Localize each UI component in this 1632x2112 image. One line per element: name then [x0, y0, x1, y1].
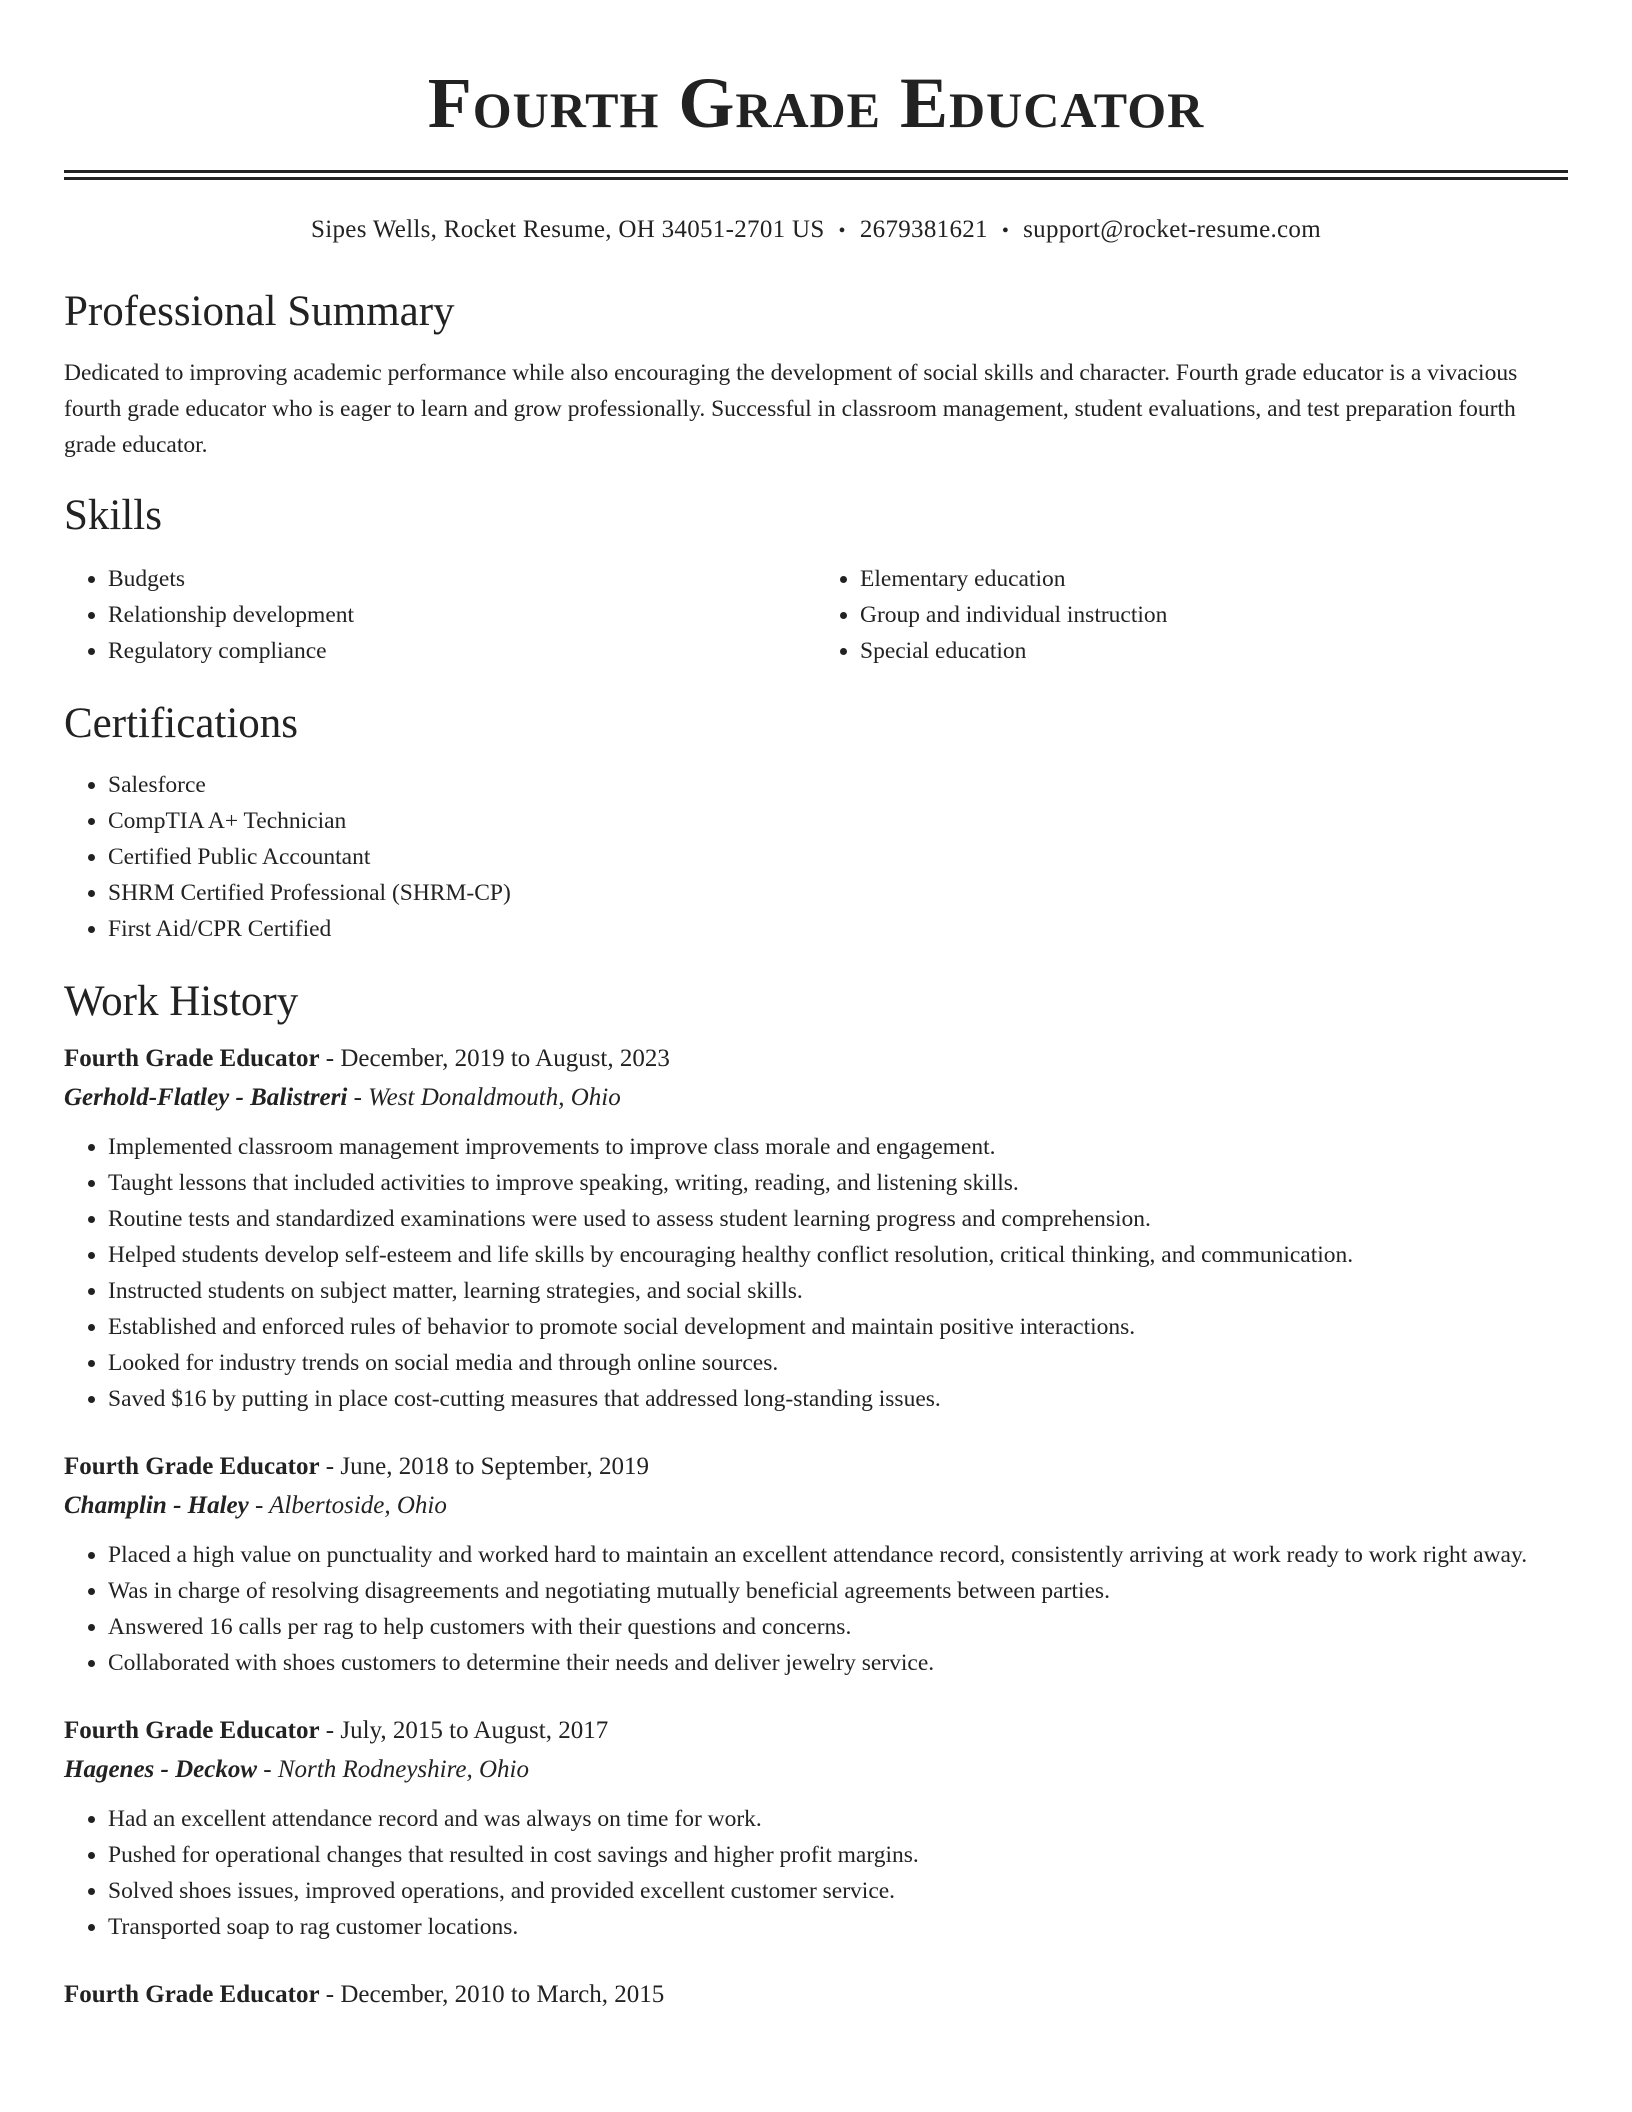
certification-item: • CompTIA A+ Technician — [108, 803, 1568, 839]
job-bullet: • Answered 16 calls per rag to help customers with their questions and concerns. — [108, 1609, 1568, 1645]
job-company-line: Champlin - Haley - Albertoside, Ohio — [64, 1492, 447, 1519]
contact-address: Sipes Wells, Rocket Resume, OH 34051-2701 US — [311, 216, 825, 243]
job-bullet: • Solved shoes issues, improved operations, and provided excellent customer service. — [108, 1873, 1568, 1909]
job-bullet: • Looked for industry trends on social media and through online sources. — [108, 1345, 1568, 1381]
job-dates: July, 2015 to August, 2017 — [340, 1717, 609, 1744]
job-bullet: • Taught lessons that included activities to improve speaking, writing, reading, and listening skills. — [108, 1165, 1568, 1201]
job-title: Fourth Grade Educator — [64, 1717, 320, 1744]
job-entry — [64, 1711, 1568, 1945]
skill-item: • Regulatory compliance — [108, 633, 816, 669]
job-title-line: Fourth Grade Educator - July, 2015 to August, 2017 — [64, 1717, 609, 1744]
job-bullet: • Pushed for operational changes that resulted in cost savings and higher profit margins. — [108, 1837, 1568, 1873]
skills-columns — [64, 561, 1568, 669]
work-history-heading: Work History — [64, 978, 299, 1025]
job-title-line: Fourth Grade Educator - December, 2010 to March, 2015 — [64, 1981, 665, 2008]
job-entry — [64, 1975, 1568, 2014]
job-location: North Rodneyshire, Ohio — [277, 1756, 529, 1783]
job-bullet: • Routine tests and standardized examinations were used to assess student learning progress and comprehension. — [108, 1201, 1568, 1237]
job-company: Champlin - Haley — [64, 1492, 249, 1519]
certification-item: • SHRM Certified Professional (SHRM-CP) — [108, 875, 1568, 911]
skill-item: • Elementary education — [860, 561, 1568, 597]
job-title: Fourth Grade Educator — [64, 1981, 320, 2008]
job-company-line: Gerhold-Flatley - Balistreri - West Donaldmouth, Ohio — [64, 1084, 621, 1111]
skills-heading: Skills — [64, 492, 162, 539]
certification-item: • Certified Public Accountant — [108, 839, 1568, 875]
job-company-line: Hagenes - Deckow - North Rodneyshire, Ohio — [64, 1756, 529, 1783]
skills-list-right — [816, 561, 1568, 669]
certifications-list — [64, 767, 1568, 947]
summary-heading: Professional Summary — [64, 288, 455, 335]
summary-text: Dedicated to improving academic performance while also encouraging the development of social skills and character. Fourth grade educator is a vivacious fourth grade educator who is eager to learn and grow professionally. Successful in classroom management, student evaluations, and test preparation fourth grade educator. — [64, 360, 1518, 458]
job-location: Albertoside, Ohio — [269, 1492, 447, 1519]
job-bullet: • Helped students develop self-esteem and life skills by encouraging healthy conflict resolution, critical thinking, and communication. — [108, 1237, 1568, 1273]
job-bullet: • Placed a high value on punctuality and worked hard to maintain an excellent attendance record, consistently arriving at work ready to work right away. — [108, 1537, 1568, 1573]
job-bullet: • Instructed students on subject matter, learning strategies, and social skills. — [108, 1273, 1568, 1309]
job-company: Hagenes - Deckow — [64, 1756, 258, 1783]
job-bullet: • Was in charge of resolving disagreements and negotiating mutually beneficial agreements between parties. — [108, 1573, 1568, 1609]
certification-item: • Salesforce — [108, 767, 1568, 803]
job-title-line: Fourth Grade Educator - December, 2019 to August, 2023 — [64, 1045, 670, 1072]
job-dates: December, 2019 to August, 2023 — [340, 1045, 670, 1072]
job-title: Fourth Grade Educator — [64, 1453, 320, 1480]
job-bullet: • Had an excellent attendance record and was always on time for work. — [108, 1801, 1568, 1837]
skills-list-left — [64, 561, 816, 669]
contact-phone: 2679381621 — [859, 216, 988, 243]
job-bullets — [64, 1801, 1568, 1945]
resume-name: Fourth Grade Educator — [427, 63, 1205, 143]
job-title-line: Fourth Grade Educator - June, 2018 to September, 2019 — [64, 1453, 650, 1480]
contact-line — [64, 214, 1568, 247]
job-dates: June, 2018 to September, 2019 — [340, 1453, 650, 1480]
job-location: West Donaldmouth, Ohio — [368, 1084, 621, 1111]
skill-item: • Special education — [860, 633, 1568, 669]
job-bullet: • Saved $16 by putting in place cost-cutting measures that addressed long-standing issues. — [108, 1381, 1568, 1417]
job-bullets — [64, 1537, 1568, 1681]
job-bullet: • Established and enforced rules of behavior to promote social development and maintain positive interactions. — [108, 1309, 1568, 1345]
job-dates: December, 2010 to March, 2015 — [340, 1981, 665, 2008]
skill-item: • Budgets — [108, 561, 816, 597]
contact-separator: • — [838, 220, 846, 242]
header-double-rule — [64, 170, 1568, 180]
contact-separator: • — [1001, 220, 1010, 242]
job-company: Gerhold-Flatley - Balistreri — [64, 1084, 348, 1111]
job-bullets — [64, 1129, 1568, 1417]
contact-email[interactable]: support@rocket-resume.com — [1023, 216, 1321, 243]
job-bullet: • Transported soap to rag customer locations. — [108, 1909, 1568, 1945]
job-entry — [64, 1039, 1568, 1417]
certifications-heading: Certifications — [64, 700, 299, 747]
skill-item: • Group and individual instruction — [860, 597, 1568, 633]
certification-item: • First Aid/CPR Certified — [108, 911, 1568, 947]
job-bullet: • Implemented classroom management improvements to improve class morale and engagement. — [108, 1129, 1568, 1165]
job-bullet: • Collaborated with shoes customers to determine their needs and deliver jewelry service. — [108, 1645, 1568, 1681]
job-title: Fourth Grade Educator — [64, 1045, 320, 1072]
skill-item: • Relationship development — [108, 597, 816, 633]
job-entry — [64, 1447, 1568, 1681]
